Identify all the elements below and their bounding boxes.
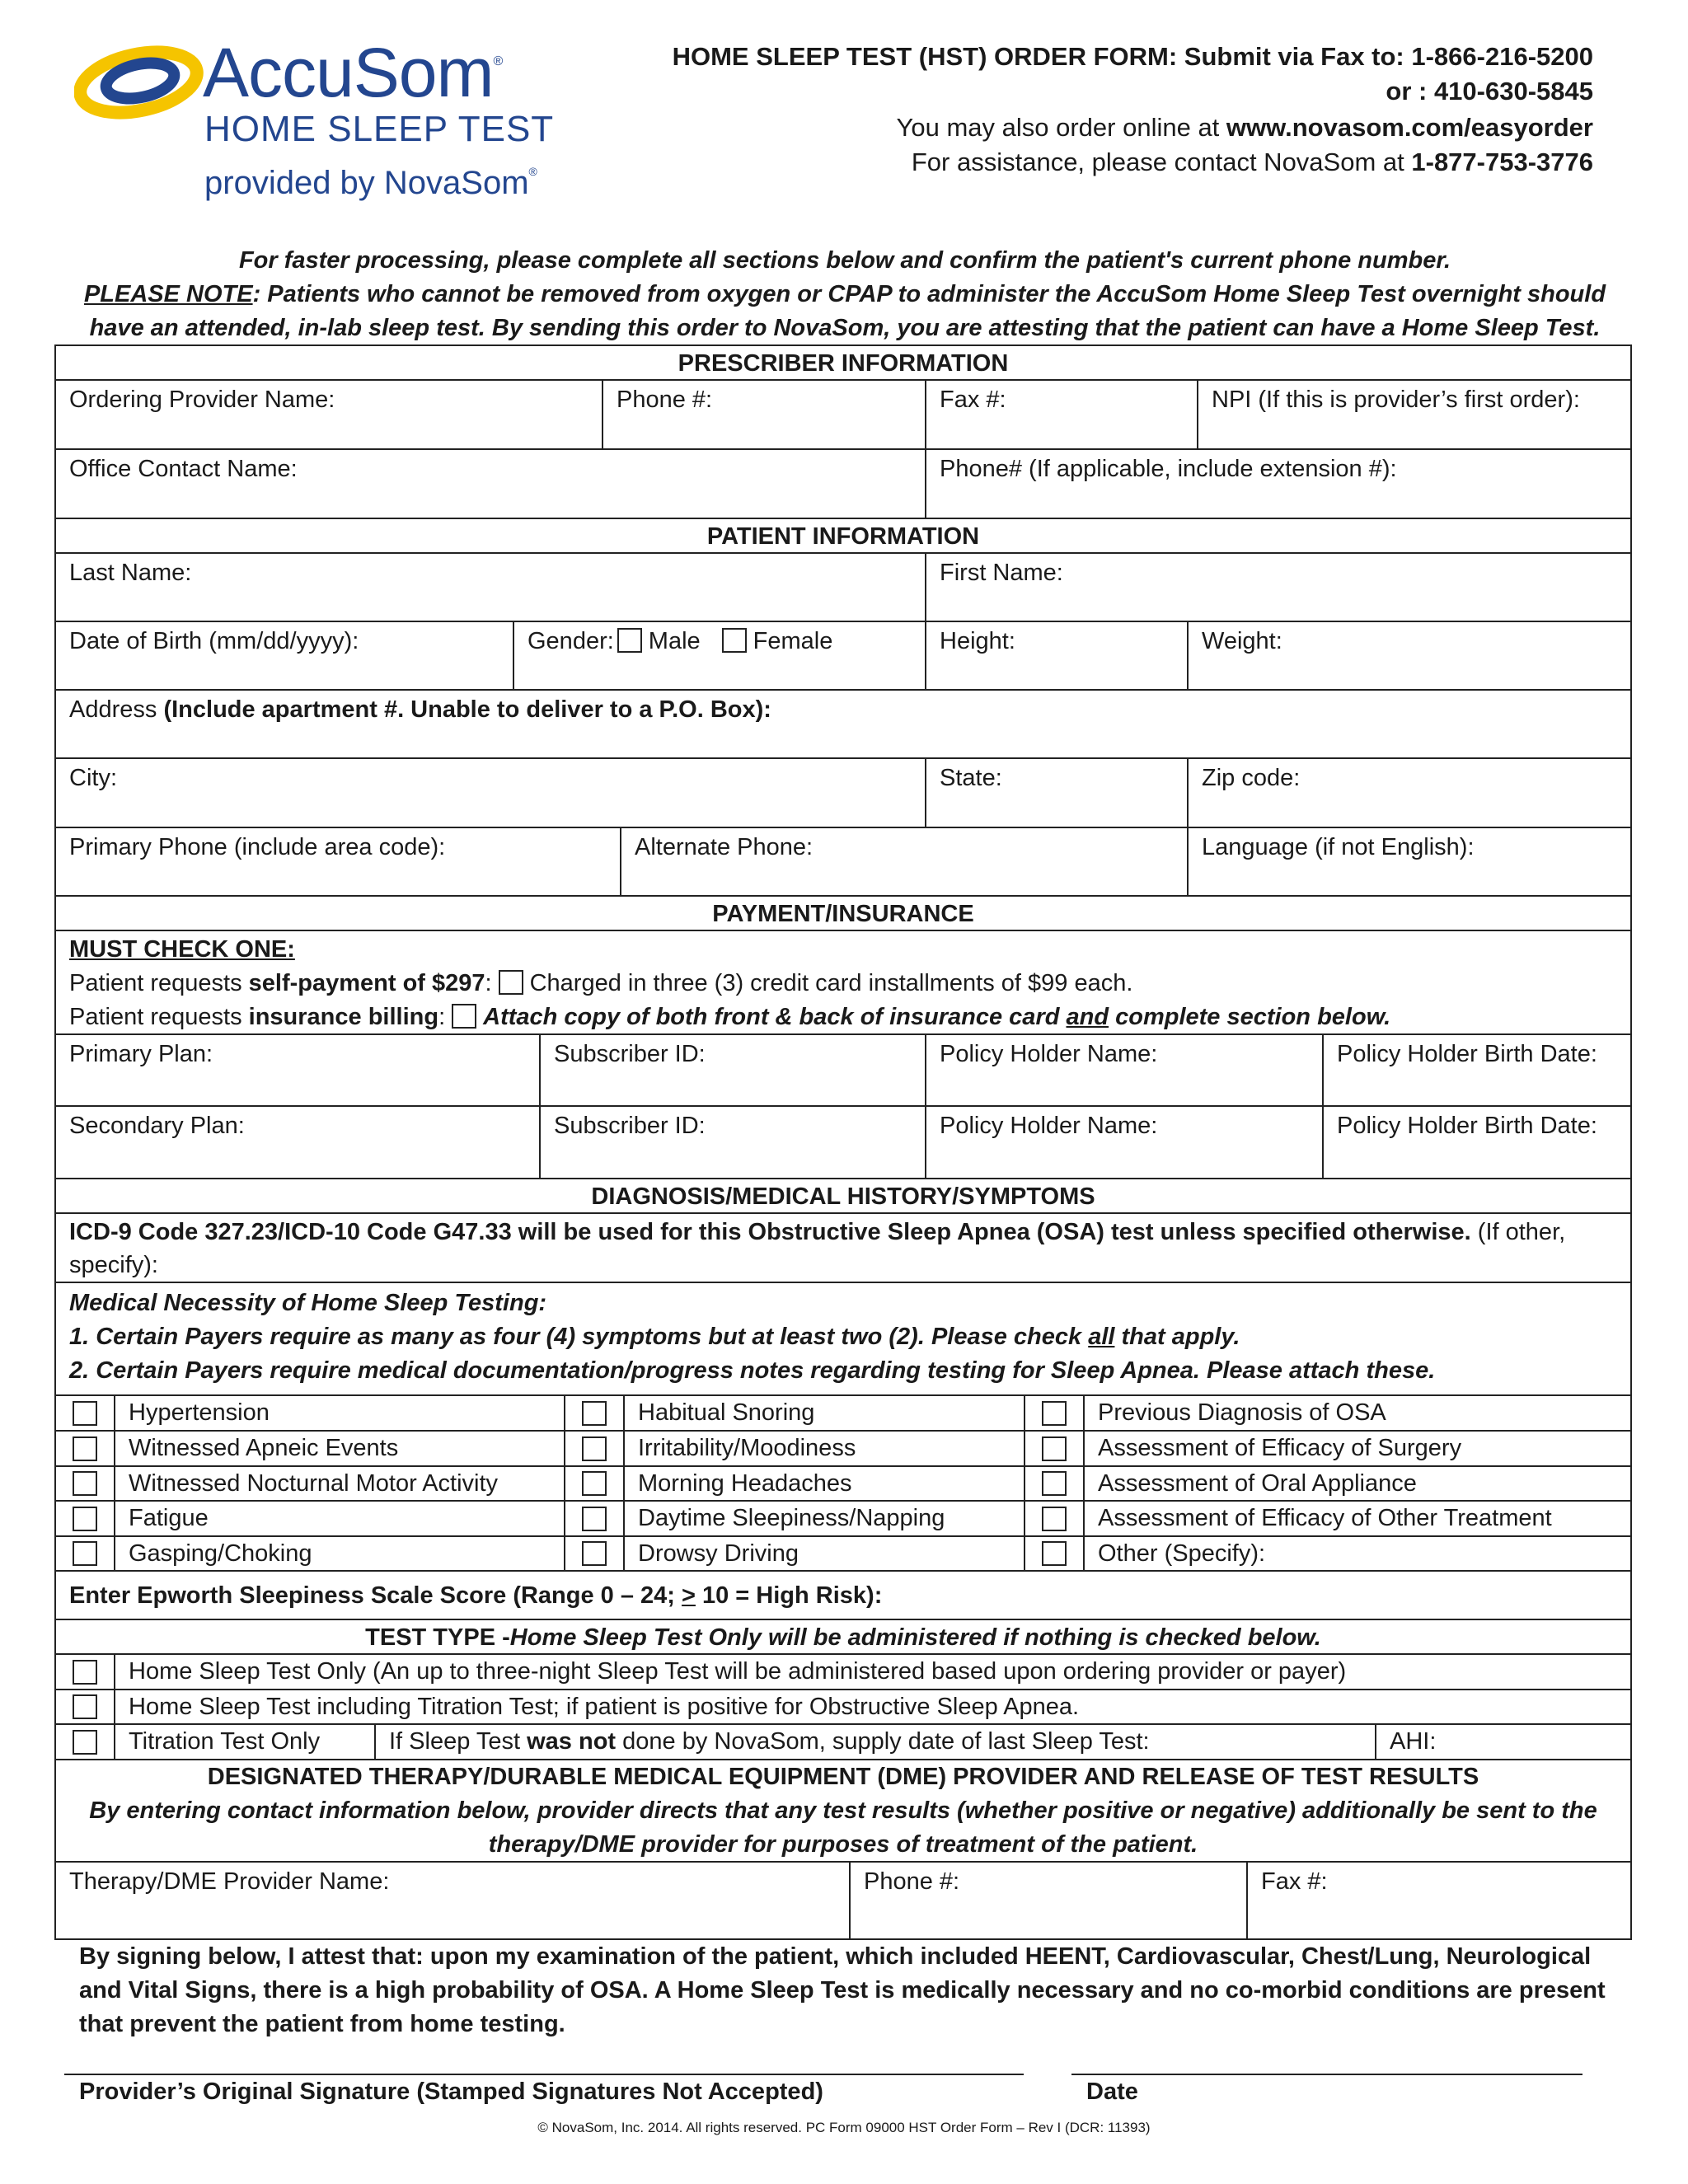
address-field[interactable]: Address (Include apartment #. Unable to deliver to a P.O. Box): — [69, 696, 771, 723]
section-prescriber: PRESCRIBER INFORMATION — [56, 346, 1630, 381]
please-note: PLEASE NOTE: Patients who cannot be removed from oxygen or CPAP to administer the AccuSom Home Sleep Test overnight should — [83, 281, 1606, 307]
ahi-field[interactable]: AHI: — [1390, 1728, 1437, 1755]
symptom-row — [56, 1502, 1630, 1537]
self-pay-option: Patient requests self-payment of $297: Charged in three (3) credit card installments of $99 each. — [69, 970, 1133, 996]
symptom-label: Drowsy Driving — [625, 1537, 1025, 1570]
section-diagnosis: DIAGNOSIS/MEDICAL HISTORY/SYMPTOMS — [56, 1179, 1630, 1214]
symptom-checkbox[interactable] — [73, 1541, 97, 1566]
secondary-holder-dob-field[interactable]: Policy Holder Birth Date: — [1337, 1113, 1597, 1139]
accusom-logo — [74, 33, 569, 223]
symptom-checkbox[interactable] — [1042, 1436, 1067, 1461]
symptom-label: Assessment of Oral Appliance — [1098, 1470, 1417, 1497]
first-name-field[interactable]: First Name: — [940, 560, 1063, 586]
primary-plan-field[interactable]: Primary Plan: — [56, 1035, 541, 1105]
necessity-row — [56, 1283, 1630, 1396]
primary-plan-row — [56, 1035, 1630, 1107]
secondary-plan-row — [56, 1107, 1630, 1179]
office-contact-field[interactable]: Office Contact Name: — [56, 450, 926, 518]
symptom-checkbox[interactable] — [1042, 1541, 1067, 1566]
dme-fax-field[interactable]: Fax #: — [1261, 1868, 1328, 1895]
provider-fax-field[interactable]: Fax #: — [926, 381, 1198, 448]
signature-label: Provider’s Original Signature (Stamped Signatures Not Accepted) — [79, 2079, 823, 2105]
symptom-label: Assessment of Efficacy of Surgery — [1098, 1435, 1462, 1461]
last-sleep-test-field[interactable]: If Sleep Test was not done by NovaSom, supply date of last Sleep Test: — [376, 1725, 1376, 1759]
please-note-cont: have an attended, in-lab sleep test. By sending this order to NovaSom, you are attesting that the patient can have a Home Sleep Test. — [89, 315, 1601, 341]
titration-only-checkbox[interactable] — [73, 1730, 97, 1755]
hst-only-checkbox[interactable] — [73, 1660, 97, 1685]
patient-row-address — [56, 691, 1630, 759]
brand-provided-by: provided by NovaSom® — [204, 165, 537, 201]
section-dme — [56, 1760, 1630, 1863]
prescriber-row-1 — [56, 381, 1630, 450]
dob-field[interactable]: Date of Birth (mm/dd/yyyy): — [56, 622, 514, 689]
dme-desc-2: therapy/DME provider for purposes of treatment of the patient. — [488, 1831, 1198, 1858]
symptom-checkbox[interactable] — [1042, 1507, 1067, 1531]
primary-phone-field[interactable]: Primary Phone (include area code): — [56, 828, 621, 895]
titration-only-label: Titration Test Only — [115, 1725, 376, 1759]
npi-field[interactable]: NPI (If this is provider’s first order): — [1212, 387, 1580, 413]
copyright-footer: © NovaSom, Inc. 2014. All rights reserved. PC Form 09000 HST Order Form – Rev I (DCR: 11393) — [537, 2120, 1151, 2135]
zip-field[interactable]: Zip code: — [1202, 765, 1301, 791]
secondary-holder-name-field[interactable]: Policy Holder Name: — [926, 1107, 1324, 1178]
symptom-label: Assessment of Efficacy of Other Treatment — [1098, 1505, 1552, 1531]
brand-subtitle: HOME SLEEP TEST — [204, 109, 555, 149]
office-phone-field[interactable]: Phone# (If applicable, include extension #): — [940, 456, 1397, 482]
symptom-label: Other (Specify): — [1098, 1540, 1266, 1567]
symptom-label: Witnessed Apneic Events — [115, 1432, 565, 1465]
symptom-row — [56, 1467, 1630, 1502]
primary-holder-name-field[interactable]: Policy Holder Name: — [926, 1035, 1324, 1105]
prescriber-row-2 — [56, 450, 1630, 519]
dme-title: DESIGNATED THERAPY/DURABLE MEDICAL EQUIPMENT (DME) PROVIDER AND RELEASE OF TEST RESULTS — [207, 1764, 1479, 1790]
symptom-checkbox[interactable] — [73, 1507, 97, 1531]
attestation-line-1: By signing below, I attest that: upon my examination of the patient, which included HEENT, Cardiovascular, Chest/Lung, Neurological — [79, 1943, 1592, 1970]
symptom-checkbox[interactable] — [582, 1507, 607, 1531]
symptom-row — [56, 1432, 1630, 1467]
test-option-row — [56, 1690, 1630, 1725]
patient-row-name — [56, 554, 1630, 622]
test-option-row — [56, 1655, 1630, 1690]
symptom-label: Gasping/Choking — [115, 1537, 565, 1570]
attestation-line-3: that prevent the patient from home testing. — [79, 2011, 565, 2037]
dme-provider-row — [56, 1863, 1630, 1938]
symptom-label: Previous Diagnosis of OSA — [1098, 1399, 1386, 1426]
symptom-label: Hypertension — [115, 1396, 565, 1430]
symptom-checkbox[interactable] — [582, 1471, 607, 1496]
epworth-row — [56, 1572, 1630, 1620]
symptom-label: Irritability/Moodiness — [625, 1432, 1025, 1465]
weight-field[interactable]: Weight: — [1202, 628, 1282, 654]
header-online: You may also order online at www.novasom.com/easyorder — [896, 113, 1593, 142]
order-url-link[interactable]: www.novasom.com/easyorder — [1226, 113, 1593, 142]
dme-provider-name-field[interactable]: Therapy/DME Provider Name: — [56, 1863, 851, 1938]
patient-row-city — [56, 759, 1630, 828]
dme-desc-1: By entering contact information below, provider directs that any test results (whether positive or negative) additionally be sent to the — [89, 1797, 1597, 1824]
self-pay-checkbox[interactable] — [499, 970, 523, 995]
symptom-checkbox[interactable] — [1042, 1471, 1067, 1496]
brand-name: AccuSom® — [203, 34, 503, 111]
symptom-label: Fatigue — [115, 1502, 565, 1535]
hst-only-label: Home Sleep Test Only (An up to three-night Sleep Test will be administered based upon ordering provider or payer) — [129, 1658, 1347, 1685]
secondary-plan-field[interactable]: Secondary Plan: — [56, 1107, 541, 1178]
state-field[interactable]: State: — [926, 759, 1189, 827]
symptom-checkbox[interactable] — [73, 1436, 97, 1461]
dme-phone-field[interactable]: Phone #: — [851, 1863, 1248, 1938]
date-line[interactable] — [1071, 2074, 1582, 2075]
insurance-option: Patient requests insurance billing: Attach copy of both front & back of insurance card and complete section below. — [69, 1004, 1391, 1030]
icd-row — [56, 1214, 1630, 1283]
section-patient: PATIENT INFORMATION — [56, 519, 1630, 554]
alt-phone-field[interactable]: Alternate Phone: — [621, 828, 1189, 895]
header-assistance: For assistance, please contact NovaSom at 1-877-753-3776 — [911, 148, 1593, 176]
test-option-row — [56, 1725, 1630, 1760]
swirl-logo-icon — [74, 41, 206, 124]
symptom-row — [56, 1537, 1630, 1572]
gender-field: Gender: Male Female — [514, 622, 926, 689]
height-field[interactable]: Height: — [926, 622, 1189, 689]
primary-subscriber-field[interactable]: Subscriber ID: — [541, 1035, 926, 1105]
epworth-score-field[interactable]: Enter Epworth Sleepiness Scale Score (Range 0 – 24; > 10 = High Risk): — [69, 1582, 883, 1609]
section-test-type: TEST TYPE - Home Sleep Test Only will be administered if nothing is checked below. — [56, 1620, 1630, 1655]
provider-name-field[interactable]: Ordering Provider Name: — [56, 381, 603, 448]
payment-choice — [56, 931, 1630, 1035]
secondary-subscriber-field[interactable]: Subscriber ID: — [541, 1107, 926, 1178]
patient-row-phone — [56, 828, 1630, 897]
hst-titration-label: Home Sleep Test including Titration Test; if patient is positive for Obstructive Sleep Apnea. — [129, 1694, 1080, 1720]
header-fax-line: HOME SLEEP TEST (HST) ORDER FORM: Submit via Fax to: 1-866-216-5200 — [672, 42, 1593, 71]
signature-line[interactable] — [64, 2074, 1024, 2075]
symptom-label: Daytime Sleepiness/Napping — [625, 1502, 1025, 1535]
last-name-field[interactable]: Last Name: — [56, 554, 926, 621]
insurance-checkbox[interactable] — [452, 1004, 476, 1029]
necessity-text: Medical Necessity of Home Sleep Testing: 1. Certain Payers require as many as four (4) symptoms but at least two (2). Please check all that apply. 2. Certain Payers require medical documentation/progress notes regarding testing for Sleep Apnea. Please attach these. — [69, 1290, 1436, 1384]
city-field[interactable]: City: — [56, 759, 926, 827]
symptom-checkbox[interactable] — [582, 1401, 607, 1426]
processing-note: For faster processing, please complete all sections below and confirm the patient's current phone number. — [238, 247, 1451, 274]
provider-phone-field[interactable]: Phone #: — [603, 381, 926, 448]
primary-holder-dob-field[interactable]: Policy Holder Birth Date: — [1337, 1041, 1597, 1067]
header-alt-fax: or : 410-630-5845 — [1386, 77, 1593, 105]
symptom-checkbox[interactable] — [73, 1471, 97, 1496]
symptom-row — [56, 1396, 1630, 1432]
symptom-label: Morning Headaches — [625, 1467, 1025, 1500]
must-check-label: MUST CHECK ONE: — [69, 936, 295, 963]
date-label: Date — [1086, 2079, 1138, 2105]
symptom-label: Witnessed Nocturnal Motor Activity — [115, 1467, 565, 1500]
attestation-line-2: and Vital Signs, there is a high probability of OSA. A Home Sleep Test is medically necessary and no co-morbid conditions are present — [79, 1977, 1606, 2004]
language-field[interactable]: Language (if not English): — [1202, 834, 1475, 860]
symptom-checkbox[interactable] — [582, 1541, 607, 1566]
patient-row-dob — [56, 622, 1630, 691]
hst-titration-checkbox[interactable] — [73, 1694, 97, 1719]
female-checkbox[interactable] — [722, 628, 747, 653]
symptom-label: Habitual Snoring — [625, 1396, 1025, 1430]
symptom-checkbox[interactable] — [1042, 1401, 1067, 1426]
icd-code-field[interactable]: ICD-9 Code 327.23/ICD-10 Code G47.33 will be used for this Obstructive Sleep Apnea (OSA) test unless specified otherwise. (If other, specify): — [69, 1219, 1566, 1278]
symptom-checkbox[interactable] — [582, 1436, 607, 1461]
male-checkbox[interactable] — [617, 628, 642, 653]
order-form-table — [54, 344, 1632, 1940]
symptom-checkbox[interactable] — [73, 1401, 97, 1426]
payment-choice-cell — [56, 931, 1630, 1033]
section-payment: PAYMENT/INSURANCE — [56, 897, 1630, 931]
